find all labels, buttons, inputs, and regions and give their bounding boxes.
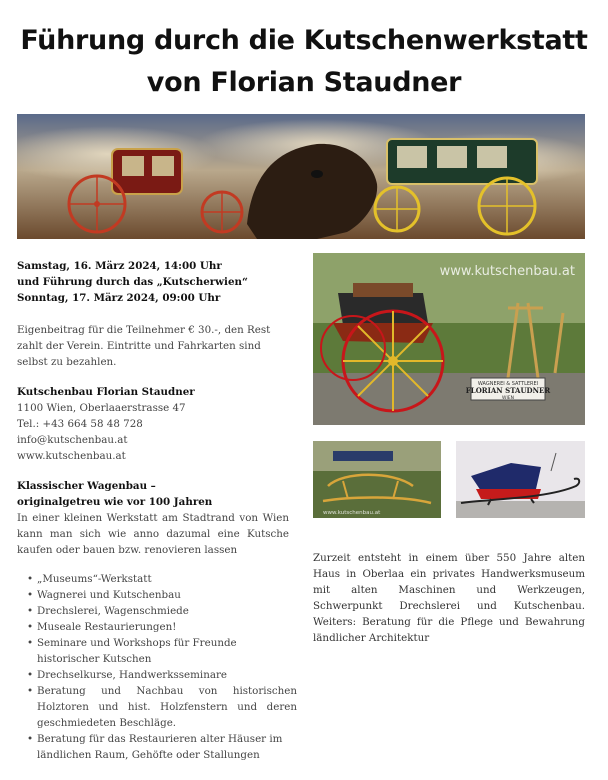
museum-text: Zurzeit entsteht in einem über 550 Jahre alten Haus in Oberlaa ein privates Handwerksmuseum mit alten Maschinen und Werkzeugen, Schwerpunkt Drechslerei und Kutschenbau. Weiters: Beratung für die Pflege und Bewahrung ländlicher Architektur <box>313 552 585 645</box>
photo-watermark: www.kutschenbau.at <box>439 264 575 279</box>
small-watermark: www.kutschenbau.at <box>323 510 381 516</box>
classic-text: In einer kleinen Werkstatt am Stadtrand von Wien kann man sich wie anno dazumal eine Kutsche kaufen oder bauen bzw. renovieren lassen <box>17 512 289 556</box>
classic-heading-2: originalgetreu wie vor 100 Jahren <box>17 496 213 508</box>
banner-image <box>17 114 585 239</box>
list-item: • Museale Restaurierungen! <box>37 619 297 635</box>
sleigh-photo <box>313 441 441 518</box>
list-item: • Seminare und Workshops für Freunde historischer Kutschen <box>37 635 297 667</box>
main-carriage-photo <box>313 253 585 425</box>
list-item: • Drechslerei, Wagenschmiede <box>37 603 297 619</box>
contact-name: Kutschenbau Florian Staudner <box>17 386 195 398</box>
classic-block <box>17 478 289 558</box>
sign-line-2: FLORIAN STAUDNER <box>465 386 551 395</box>
red-sleigh-photo <box>456 441 585 518</box>
contact-phone: Tel.: +43 664 58 48 728 <box>17 418 143 430</box>
list-item: • Drechselkurse, Handwerksseminare <box>37 667 297 683</box>
page-title <box>0 20 608 104</box>
sign-line-1: WAGNEREI & SATTLEREI <box>477 381 539 387</box>
event-line-2: und Führung durch das „Kutscherwien“ <box>17 276 248 288</box>
list-item: • „Museums“-Werkstatt <box>37 571 297 587</box>
services-list <box>25 571 297 763</box>
contact-web[interactable]: www.kutschenbau.at <box>17 450 126 462</box>
fee-text: Eigenbeitrag für die Teilnehmer € 30.-, den Rest zahlt der Verein. Eintritte und Fahrkarten sind selbst zu bezahlen. <box>17 324 271 368</box>
list-item: • Wagnerei und Kutschenbau <box>37 587 297 603</box>
title-line-1: Führung durch die Kutschenwerkstatt <box>20 25 588 56</box>
event-line-1: Samstag, 16. März 2024, 14:00 Uhr <box>17 260 222 272</box>
event-line-3: Sonntag, 17. März 2024, 09:00 Uhr <box>17 292 221 304</box>
contact-block <box>17 384 289 464</box>
sign-line-3: WIEN <box>502 396 514 401</box>
list-item: • Beratung für das Restaurieren alter Häuser im ländlichen Raum, Gehöfte oder Stallungen <box>37 731 297 763</box>
event-dates <box>17 258 289 306</box>
list-item: • Beratung und Nachbau von historischen Holztoren und hist. Holzfenstern und deren geschmiedeten Beschläge. <box>37 683 297 731</box>
title-line-2: von Florian Staudner <box>146 67 462 98</box>
contact-email[interactable]: info@kutschenbau.at <box>17 434 128 446</box>
classic-heading-1: Klassischer Wagenbau – <box>17 480 156 492</box>
contact-address: 1100 Wien, Oberlaaerstrasse 47 <box>17 402 186 414</box>
